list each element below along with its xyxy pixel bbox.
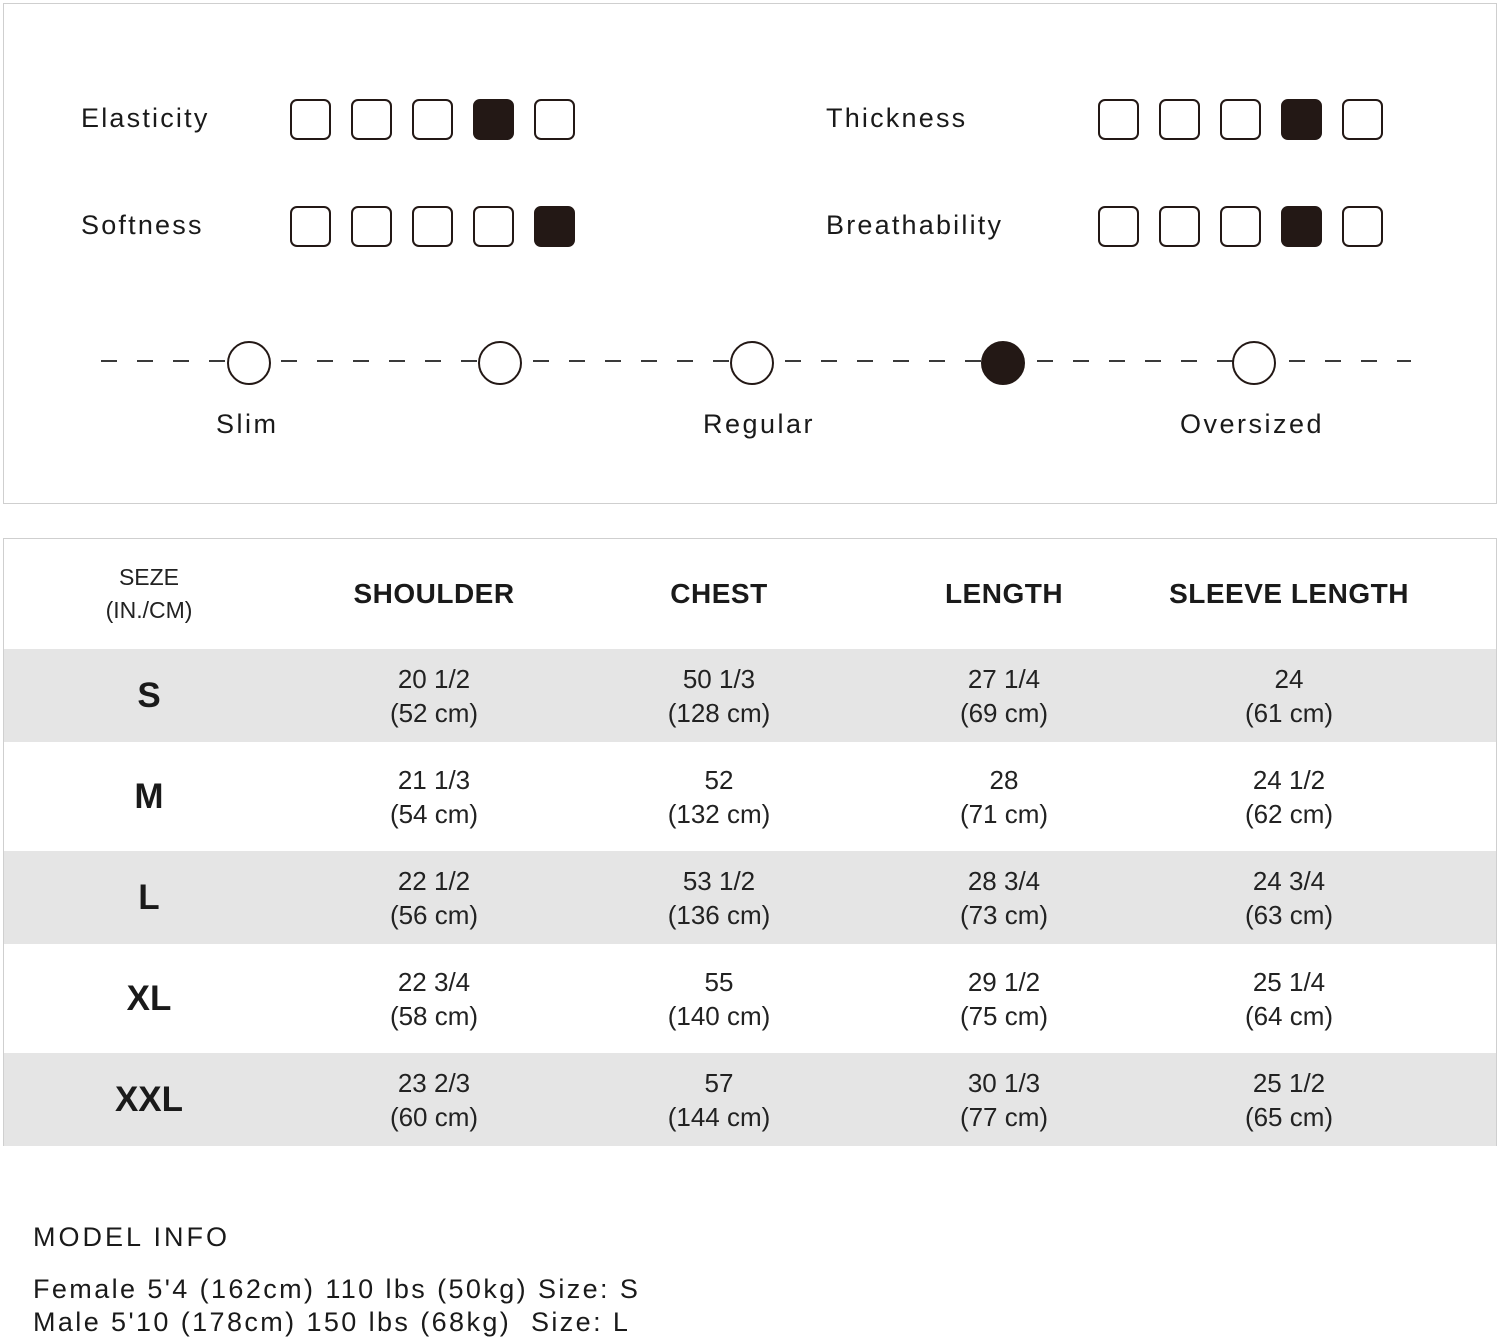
- value-cm: (65 cm): [1244, 1101, 1334, 1132]
- value-cm: (75 cm): [959, 1000, 1049, 1031]
- value-inches: 29 1/2: [967, 966, 1041, 997]
- scale-box: [412, 206, 453, 247]
- header-size-line1: SEZE: [118, 564, 180, 590]
- table-row: [4, 742, 1496, 851]
- value-inches: 28 3/4: [967, 865, 1041, 896]
- fit-dot-1: [227, 341, 271, 385]
- fit-label-regular: Regular: [703, 409, 816, 439]
- value-cm: (128 cm): [667, 697, 771, 728]
- header-length: LENGTH: [944, 578, 1064, 609]
- table-row: [4, 1053, 1496, 1146]
- value-cm: (63 cm): [1244, 899, 1334, 930]
- scale-box: [1159, 99, 1200, 140]
- size-label: L: [138, 877, 160, 917]
- table-cell: [854, 944, 1154, 1053]
- value-cm: (132 cm): [667, 798, 771, 829]
- value-inches: 20 1/2: [397, 663, 471, 694]
- table-cell: [1139, 1053, 1439, 1146]
- fit-dot-5: [1232, 341, 1276, 385]
- value-inches: 22 1/2: [397, 865, 471, 896]
- value-cm: (140 cm): [667, 1000, 771, 1031]
- scale-box: [290, 99, 331, 140]
- value-cm: (73 cm): [959, 899, 1049, 930]
- value-inches: 24 3/4: [1252, 865, 1326, 896]
- size-label: S: [137, 675, 161, 715]
- table-cell: [854, 742, 1154, 851]
- fit-dot-3: [730, 341, 774, 385]
- attr-label-softness: Softness: [81, 210, 204, 240]
- value-cm: (69 cm): [959, 697, 1049, 728]
- value-cm: (64 cm): [1244, 1000, 1334, 1031]
- value-inches: 23 2/3: [397, 1067, 471, 1098]
- breathability-scale: [1098, 206, 1383, 247]
- value-cm: (54 cm): [389, 798, 479, 829]
- value-inches: 21 1/3: [397, 764, 471, 795]
- model-info-male: Male 5'10 (178cm) 150 lbs (68kg) Size: L: [33, 1307, 631, 1337]
- scale-box: [1098, 99, 1139, 140]
- value-inches: 24 1/2: [1252, 764, 1326, 795]
- attr-label-breathability: Breathability: [826, 210, 1004, 240]
- value-cm: (144 cm): [667, 1101, 771, 1132]
- attr-label-thickness: Thickness: [826, 103, 968, 133]
- value-cm: (62 cm): [1244, 798, 1334, 829]
- value-inches: 27 1/4: [967, 663, 1041, 694]
- table-header-row: [4, 539, 1496, 649]
- header-chest: CHEST: [670, 578, 768, 609]
- fit-dot-2: [478, 341, 522, 385]
- fabric-attributes-panel: [3, 3, 1497, 504]
- scale-box: [351, 99, 392, 140]
- thickness-scale: [1098, 99, 1383, 140]
- size-label: XXL: [114, 1079, 184, 1119]
- table-cell: [569, 742, 869, 851]
- value-cm: (71 cm): [959, 798, 1049, 829]
- value-cm: (136 cm): [667, 899, 771, 930]
- value-cm: (60 cm): [389, 1101, 479, 1132]
- value-inches: 50 1/3: [682, 663, 756, 694]
- table-cell: [284, 649, 584, 742]
- scale-box: [1220, 99, 1261, 140]
- fit-label-slim: Slim: [216, 409, 279, 439]
- value-inches: 22 3/4: [397, 966, 471, 997]
- table-cell: [854, 1053, 1154, 1146]
- size-label: M: [134, 776, 164, 816]
- scale-box: [1159, 206, 1200, 247]
- value-inches: 53 1/2: [682, 865, 756, 896]
- fit-dot-selected: [981, 341, 1025, 385]
- table-cell: [569, 944, 869, 1053]
- table-cell: [1139, 944, 1439, 1053]
- value-cm: (52 cm): [389, 697, 479, 728]
- scale-box: [534, 99, 575, 140]
- scale-box-selected: [1281, 99, 1322, 140]
- table-cell: [854, 851, 1154, 944]
- scale-box: [1098, 206, 1139, 247]
- scale-box: [473, 206, 514, 247]
- model-info-female: Female 5'4 (162cm) 110 lbs (50kg) Size: S: [33, 1274, 641, 1304]
- value-inches: 25 1/4: [1252, 966, 1326, 997]
- value-cm: (56 cm): [389, 899, 479, 930]
- table-cell: [284, 742, 584, 851]
- size-label: XL: [126, 978, 172, 1018]
- table-cell: [569, 649, 869, 742]
- value-inches: 30 1/3: [967, 1067, 1041, 1098]
- header-sleeve-length: SLEEVE LENGTH: [1169, 578, 1409, 609]
- fit-label-oversized: Oversized: [1180, 409, 1325, 439]
- value-inches: 57: [704, 1067, 734, 1098]
- table-cell: [284, 944, 584, 1053]
- value-cm: (77 cm): [959, 1101, 1049, 1132]
- scale-box: [1342, 99, 1383, 140]
- scale-box: [1220, 206, 1261, 247]
- header-shoulder: SHOULDER: [353, 578, 515, 609]
- value-cm: (61 cm): [1244, 697, 1334, 728]
- value-cm: (58 cm): [389, 1000, 479, 1031]
- header-size-line2: (IN./CM): [105, 597, 193, 623]
- scale-box-selected: [473, 99, 514, 140]
- table-row: [4, 944, 1496, 1053]
- scale-box-selected: [534, 206, 575, 247]
- value-inches: 25 1/2: [1252, 1067, 1326, 1098]
- table-cell: [569, 1053, 869, 1146]
- value-inches: 55: [704, 966, 734, 997]
- elasticity-scale: [290, 99, 575, 140]
- table-cell: [1139, 851, 1439, 944]
- value-inches: 24: [1274, 663, 1304, 694]
- table-row: [4, 851, 1496, 944]
- scale-box: [351, 206, 392, 247]
- table-cell: [1139, 649, 1439, 742]
- scale-box: [412, 99, 453, 140]
- scale-box-selected: [1281, 206, 1322, 247]
- table-cell: [284, 851, 584, 944]
- attr-label-elasticity: Elasticity: [81, 103, 210, 133]
- table-cell: [1139, 742, 1439, 851]
- table-cell: [854, 649, 1154, 742]
- softness-scale: [290, 206, 575, 247]
- table-cell: [569, 851, 869, 944]
- scale-box: [1342, 206, 1383, 247]
- header-size: [49, 539, 249, 649]
- table-row: [4, 649, 1496, 742]
- size-chart-table: [3, 538, 1497, 1146]
- model-info-title: MODEL INFO: [33, 1222, 231, 1252]
- value-inches: 28: [989, 764, 1019, 795]
- value-inches: 52: [704, 764, 734, 795]
- table-cell: [284, 1053, 584, 1146]
- scale-box: [290, 206, 331, 247]
